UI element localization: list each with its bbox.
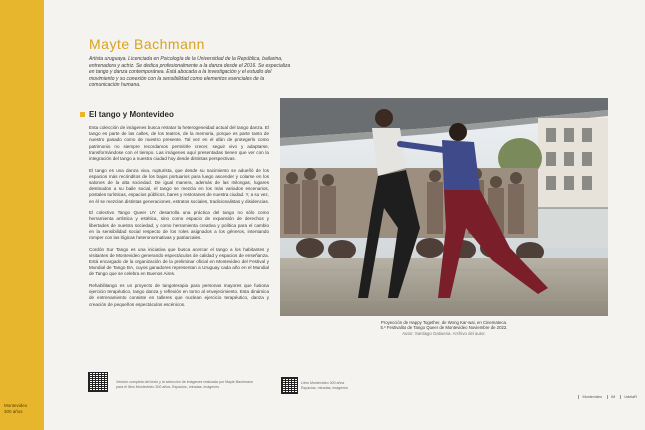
section-bullet-icon — [80, 112, 85, 117]
section-title: El tango y Montevideo — [89, 110, 174, 119]
paragraph: El colectivo Tango Queer UY desarrolla una práctica del tango no sólo como herramienta artística y estética, sino como espacio de expansión de derechos y libertades de nuestra sociedad, y como herramienta creativa y política para el cambio en la sensibilidad social respecto de los roles asignados a los géneros, intentando romper con las lógicas heteronormativas y patriarcales. — [89, 210, 269, 241]
logo-udelar: UdelaR — [620, 395, 637, 399]
logo-im: IM — [607, 395, 615, 399]
caption-line-2: 5.º Festivalito de Tango Queer de Montevideo Noviembre de 2022. — [380, 325, 508, 331]
logo-montevideo: Montevideo — [578, 395, 602, 399]
side-strip — [0, 0, 44, 430]
paragraph: Rehabilitango es un proyecto de tangoterapia para personas mayores que fusiona ejercicio terapéutico, tango danza y reflexión en torno al envejecimiento. Esta dinámica de entrenamiento consiste en talleres que nuclean ejercicio terapéutico, danza y creación de pequeños espectáculos escénicos. — [89, 283, 269, 307]
paragraph: El tango es una danza viva, rupturista, que desde su nacimiento se adueñó de los espacios más recónditos de los bajos portuarios para luego ascender y colarse en los salones de la alta sociedad. De igual manera, además de las milongas, lugares destinados a su baile social, el tango se mezcla en los más variados escenarios, postales turísticas, espacios públicos, bares y restoranes de nuestra ciudad. Y, a su vez, en él se mezclan distintas generaciones, estratos sociales, tradicionalistas y disidencias. — [89, 167, 270, 204]
page — [44, 0, 645, 430]
photo-caption — [280, 320, 608, 336]
footer-logos — [578, 395, 637, 399]
caption-line-1: Proyección de Happy Together, de Wong Kar-wai, en Cinemateca. — [380, 320, 508, 325]
body-text — [89, 125, 269, 313]
footer-note-book: Libro Montevideo 300 años Espacios, miradas, imágenes — [301, 381, 348, 390]
section-heading — [80, 110, 174, 119]
dance-photo — [280, 98, 608, 316]
author-name: Mayte Bachmann — [89, 36, 205, 52]
photo-credit: Autor: Santiago Gatiuena. Archivo del autor. — [402, 330, 486, 336]
footer-note: Versión completa del texto y la selección de imágenes realizada por Mayte Bachmann para el libro Montevideo 300 años. Espacios, miradas, imágenes — [116, 380, 254, 389]
paragraph: Esta colección de imágenes busca retratar la heterogeneidad actual del tango danza. El tango es parte de las calles, de los teatros, de la memoria, porque es parte tanto de nuestro pasado como de nuestro presente. Tal vez en el afán de protegerlo como patrimonio no siempre recordamos permitirle crecer, seguir vivo y adaptarse, transformándose con el tiempo. Las imágenes aquí presentadas tienen que ver con la integración del tango a nuestra ciudad hoy desde distintas perspectivas. — [89, 125, 269, 162]
qr-code-icon[interactable] — [88, 372, 108, 392]
qr-code-icon[interactable] — [281, 377, 298, 394]
author-bio: Artista uruguaya. Licenciada en Psicología de la Universidad de la República, bailarina, entrenadora y actriz. Se dedica profesionalmente a la danza desde el 2016. Se especializa en tango y danza contemporánea. Está abocada a la investigación y el estudio del movimiento y su conexión con la sensibilidad como elementos esenciales de la comunicación humana. — [89, 56, 291, 88]
dance-photo-illustration — [280, 98, 608, 316]
paragraph: Cordón Sur Tango es una iniciativa que busca acercar el tango a los habitantes y visitantes de Montevideo generando espectáculos de calidad y espacios de enseñanza. Está encargado de la organización de la preliminar oficial en Montevideo del Festival y Mundial de Tango BA, cuyos ganadores representan a Uruguay cada año en el Mundial de Tango que se celebra en Buenos Aires. — [89, 246, 269, 277]
side-strip-label: Montevideo 300 años — [4, 403, 28, 414]
